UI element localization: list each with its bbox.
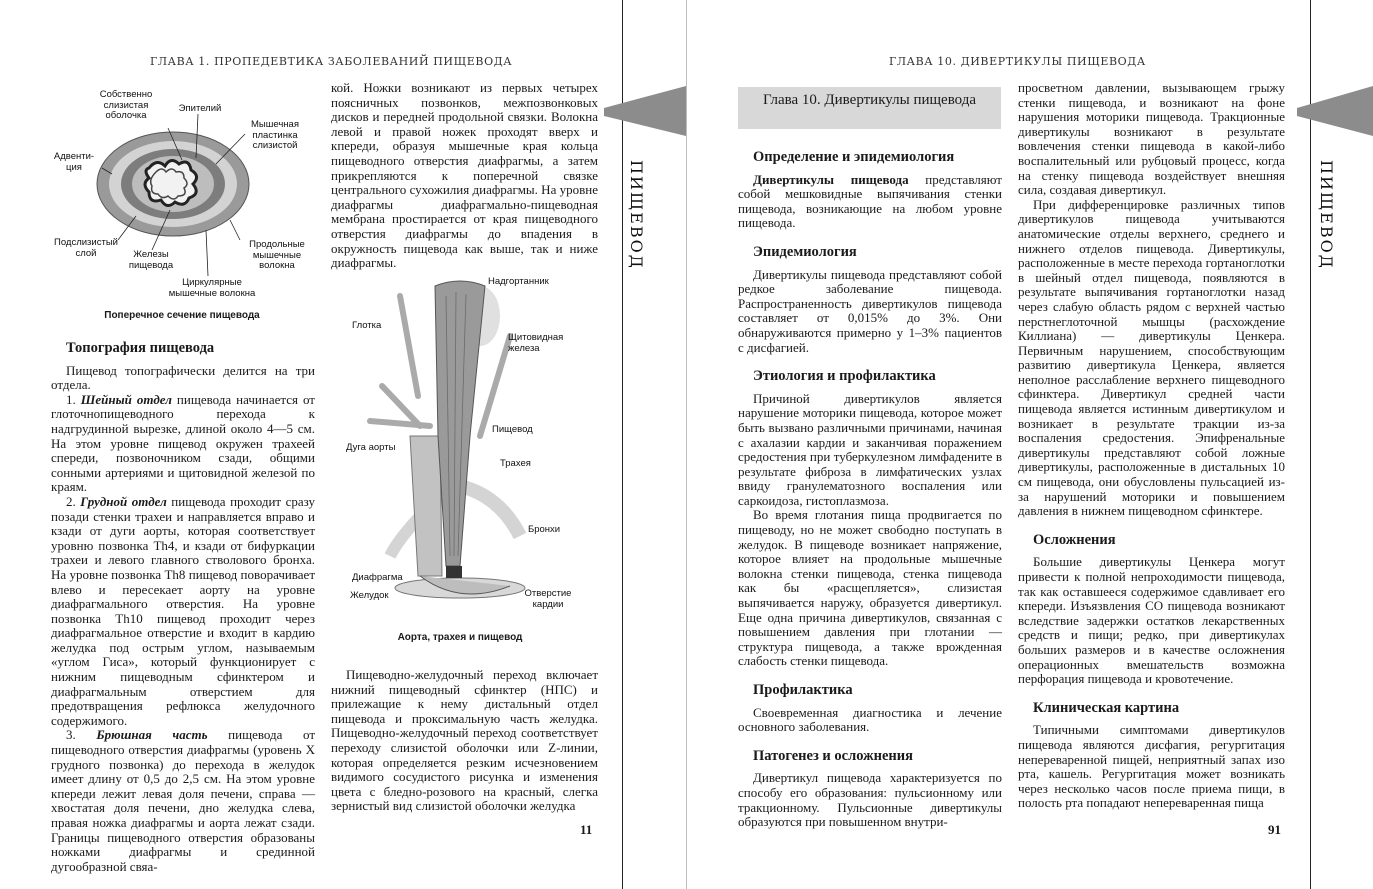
label-cardia-opening: Отверстие кардии	[524, 588, 572, 610]
page-number-left: 11	[580, 822, 593, 837]
para-crura: кой. Ножки возникают из первых четырех поясничных позвонков, межпозвонковых дисков и передней продольной связки. Волокна левой и правой ножек проходят вверх и кпереди, образуя мышечные края кольца пищеводного отверстия диафрагмы, а затем прикрепляются к поперечной связке центрального сухожилия диафрагмы. На уровне диафрагмы диафрагмально-пищеводная мембрана простирается от края пищеводного отверстия диафрагмы до впадения в окружность пищевода как выше, так и ниже диафрагмы.	[331, 80, 598, 271]
label-longitudinal: Продольные мышечные волокна	[249, 239, 305, 271]
figure1-caption: Поперечное сечение пищевода	[104, 310, 260, 321]
para-item3: 3. Брюшная часть пищевода от пищеводного отверстия диафрагмы (уровень X грудного позвонка) до перехода в желудок имеет длину от 0,5 до 2,5 см. На этом уровне кпереди лежит левая доля печени, справа — хвостатая доля печени, дно желудка слева, правая ножка диафрагмы и аорта лежат сзади. Границы пищеводного отверстия образованы ножками диафрагмы и срединной дугообразной свяа-	[51, 727, 316, 874]
para-pulsion: просветном давлении, вызывающем грыжу стенки пищевода, и возникают на фоне нарушения моторики пищевода. Тракционные дивертикулы возникают в результате вовлечения стенки пищевода в какой-либо воспалительный или рубцовый процесс, когда на стенку пищевода воздействует внешняя сила, создавая дивертикул.	[1018, 80, 1285, 198]
chapter-title-box: Глава 10. Дивертикулы пищевода	[738, 87, 1001, 129]
para-etiology-2: Во время глотания пища продвигается по пищеводу, но не может свободно поступать в желудок. В пищеводе возникает напряжение, которое влияет на продольные мышечные волокна стенки пищевода, стенка пищевода как бы «расщепляется», слизистая выпячивается наружу, образуется дивертикул. Еще одна причина дивертикулов, связанная с повышением давления при глотании — структура пищевода, а также врожденная слабость стенки пищевода.	[738, 507, 1002, 669]
figure2-caption: Аорта, трахея и пищевод	[397, 632, 523, 643]
label-bronchi: Бронхи	[528, 524, 561, 535]
label-mucosa: Собственно слизистая оболочка	[99, 89, 153, 121]
label-glands: Железы пищевода	[128, 249, 174, 271]
label-epiglottis: Надгортанник	[488, 276, 549, 287]
running-head-right: ГЛАВА 10. ДИВЕРТИКУЛЫ ПИЩЕВОДА	[889, 55, 1146, 68]
side-tab-label-right: ПИЩЕВОД	[1317, 160, 1336, 270]
heading-epidemiology: Эпидемиология	[753, 243, 857, 260]
label-thyroid: Щитовидная железа	[508, 332, 564, 354]
right-page	[687, 0, 1373, 889]
para-intro: Пищевод топографически делится на три отдела.	[51, 362, 315, 393]
heading-pathogenesis: Патогенез и осложнения	[753, 747, 913, 764]
side-tab-label: ПИЩЕВОД	[627, 160, 646, 270]
para-prophylaxis: Своевременная диагностика и лечение основного заболевания.	[738, 704, 1002, 735]
para-definition: Дивертикулы пищевода представляют собой мешковидные выпячивания стенки пищевода, возникающие на любом уровне пищевода.	[738, 171, 1002, 231]
label-diaphragm: Диафрагма	[352, 572, 403, 583]
para-complications: Большие дивертикулы Ценкера могут привести к полной непроходимости пищевода, так как оставшееся содержимое сдавливает его кпереди. Изъязвления СО пищевода возникают вследствие задержки остатков лекарственных средств и пищи; редко, при дивертикулах больших размеров и в качестве осложнения операционных вмешательств возможна перфорация пищевода и кровотечение.	[1018, 554, 1285, 687]
side-tab-marker-right	[1297, 86, 1373, 136]
label-circular: Циркулярные мышечные волокна	[168, 277, 256, 299]
left-col2-bottom	[331, 668, 598, 814]
label-pharynx: Глотка	[352, 320, 382, 331]
label-esophagus: Пищевод	[492, 424, 533, 435]
left-col2-top	[331, 81, 598, 271]
label-aortic-arch: Дуга аорты	[346, 442, 396, 453]
running-head-left: ГЛАВА 1. ПРОПЕДЕВТИКА ЗАБОЛЕВАНИЙ ПИЩЕВОДА	[150, 55, 513, 68]
label-epithelium: Эпителий	[178, 103, 222, 114]
heading-complications: Осложнения	[1033, 531, 1116, 548]
left-col1	[51, 341, 315, 874]
figure1-leader-lines	[40, 90, 320, 290]
heading-prophylaxis: Профилактика	[753, 682, 853, 698]
para-clinical: Типичными симптомами дивертикулов пищевода являются дисфагия, регургитация непереваренной пищей, неприятный запах изо рта, кашель. Регургитация может возникать через несколько часов после приема пищи, в полость рта попадают непереваренная пища	[1018, 722, 1285, 811]
label-submucosa: Подслизистый слой	[54, 237, 118, 259]
label-muscularis-mucosae: Мышечная пластинка слизистой	[251, 119, 299, 151]
label-stomach: Желудок	[350, 590, 389, 601]
left-page	[0, 0, 686, 889]
para-differentiation: При дифференцировке различных типов дивертикулов пищевода учитываются анатомические отделы верхнего, среднего и нижнего отделов пищевода. Дивертикулы, расположенные в месте перехода гортаноглотки в шейный отдел пищевода, появляются в результате выпячивания гортаноглотки назад через слабую область рядом с верхней частью перстнеглоточной мышцы (расхождение Киллиана) — дивертикулы Ценкера. Первичным нарушением, способствующим развитию дивертикула Ценкера, является неполное расслабление верхнего пищеводного сфинктера. Дивертикул средней части пищевода является истинным дивертикулом и возникает в результате тракции из-за воспаления средостения. Эпифренальные дивертикулы представляют собой ложные дивертикулы, расположенные в дистальных 10 см пищевода, они обусловлены пульсацией из-за нарушений моторики и повышением давления в нижнем пищеводном сфинктере.	[1018, 196, 1285, 519]
para-item2: 2. Грудной отдел пищевода проходит сразу позади стенки трахеи и направляется вправо и кзади от дуги аорты, которая соответствует уровню позвонка Th4, и кзади от бифуркации трахеи и левого главного стволового бронха. На уровне позвонка Th8 пищевод поворачивает влево и пересекает аорту на уровне диафрагмального отверстия. На уровне позвонка Th10 пищевод проходит через диафрагмальное отверстие и входит в кардию желудка под острым углом, называемым «углом Гиса», который функционирует с нижним пищеводным сфинктером и диафрагмальным отверстием для предотвращения рефлюкса желудочного содержимого.	[51, 493, 316, 728]
para-gej: Пищеводно-желудочный переход включает нижний пищеводный сфинктер (НПС) и прилежащие к нему дистальный отдел пищевода и проксимальную часть желудка. Пищеводно-желудочный переход соответствует переходу слизистой оболочки или Z-линии, которая определяется резким исчезновением видимого сосудистого рисунка и изменения цвета с бледно-розового на красный, слегка зернистый вид слизистой оболочки желудка	[331, 667, 598, 814]
para-item1: 1. Шейный отдел пищевода начинается от глоточнопищеводного перехода к надгрудинной вырезке, длиной около 4—5 см. На этом уровне пищевод окружен трахеей спереди, позвоночником сзади, общими сонными артериями и щитовидной железой по краям.	[51, 391, 315, 495]
side-tab-marker	[604, 86, 686, 136]
heading-etiology: Этиология и профилактика	[753, 368, 936, 385]
para-epidemiology: Дивертикулы пищевода представляют собой редкое заболевание пищевода. Распространенность дивертикулов пищевода составляет от 0,015% до 3%. Они обнаруживаются примерно у 1–3% пациентов с дисфагией.	[738, 266, 1002, 355]
heading-clinical: Клиническая картина	[1033, 699, 1180, 716]
right-col2	[1018, 81, 1285, 811]
page-number-right: 91	[1268, 822, 1281, 837]
para-pathogenesis: Дивертикул пищевода характеризуется по способу его образования: пульсионному или тракционному. Пульсионные дивертикулы образуются при повышенном внутри-	[738, 770, 1002, 830]
heading-topography: Топография пищевода	[66, 340, 215, 356]
para-etiology-1: Причиной дивертикулов является нарушение моторики пищевода, которое может быть вызвано различными причинами, начиная с ахалазии кардии и заканчивая поражением средостения при туберкулезном лимфадените в результате фиброза в лимфатических узлах ввиду гранулематозного воспаления или саркоидоза, гистоплазмоза.	[738, 390, 1002, 508]
label-adventitia: Адвенти- ция	[53, 151, 95, 173]
label-trachea: Трахея	[500, 458, 531, 469]
heading-definition: Определение и эпидемиология	[753, 149, 955, 165]
right-col1	[738, 150, 1002, 830]
